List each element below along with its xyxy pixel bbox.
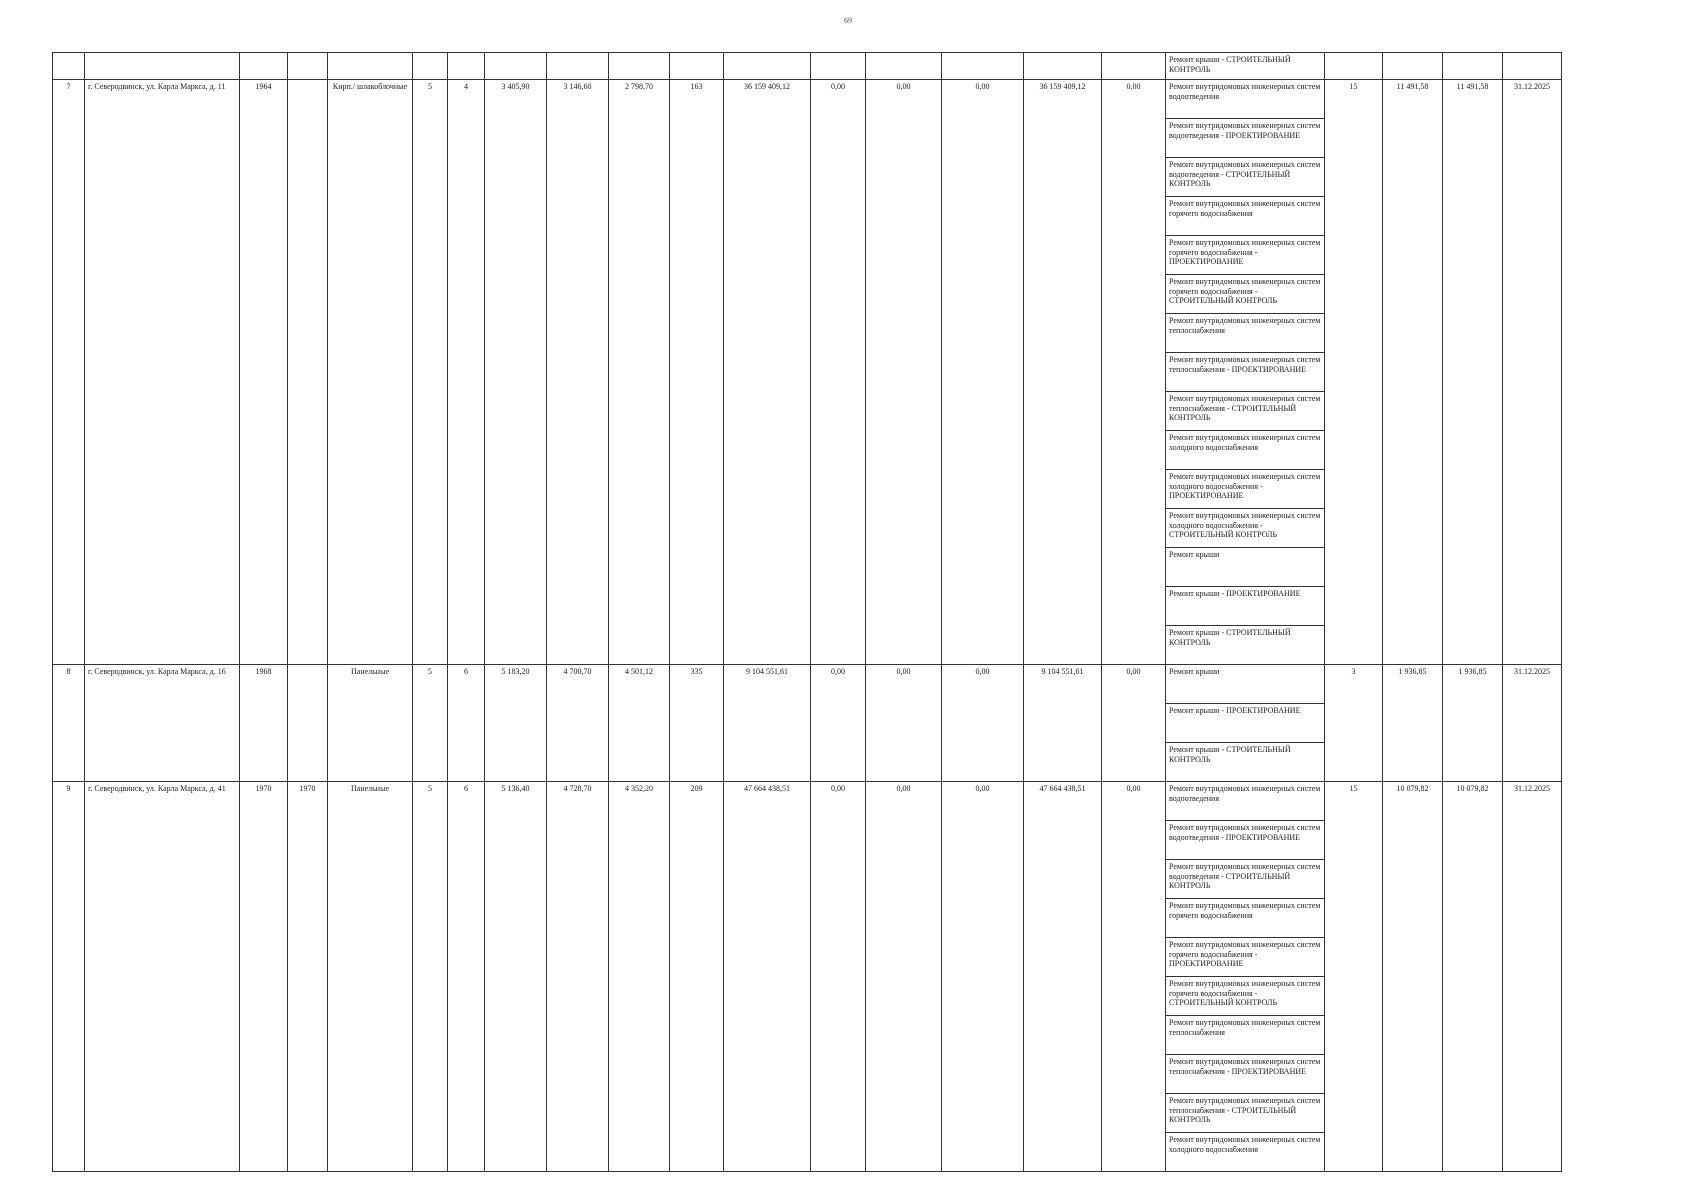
cell-fund-regional: 0,00	[866, 782, 942, 1172]
empty-cell	[1383, 53, 1443, 80]
cell-deadline: 31.12.2025	[1503, 782, 1562, 1172]
work-type-cell: Ремонт внутридомовых инженерных систем теплоснабжения	[1166, 1016, 1325, 1055]
cell-work-count: 15	[1325, 782, 1383, 1172]
cell-year-built: 1968	[240, 665, 288, 782]
cell-year-rebuilt: 1970	[288, 782, 328, 1172]
empty-cell	[328, 53, 413, 80]
cell-area-residential: 2 798,70	[609, 80, 670, 665]
empty-cell	[85, 53, 240, 80]
work-type-cell: Ремонт внутридомовых инженерных систем теплоснабжения - ПРОЕКТИРОВАНИЕ	[1166, 1055, 1325, 1094]
empty-cell	[1503, 53, 1562, 80]
work-type-cell: Ремонт внутридомовых инженерных систем горячего водоснабжения	[1166, 899, 1325, 938]
cell-floors: 5	[413, 665, 448, 782]
work-type-cell: Ремонт крыши - СТРОИТЕЛЬНЫЙ КОНТРОЛЬ	[1166, 626, 1325, 665]
cell-area-total: 3 405,90	[485, 80, 547, 665]
cell-work-count: 3	[1325, 665, 1383, 782]
empty-cell	[448, 53, 485, 80]
cell-deadline: 31.12.2025	[1503, 80, 1562, 665]
record-row	[53, 665, 1562, 704]
work-type-cell: Ремонт крыши - ПРОЕКТИРОВАНИЕ	[1166, 704, 1325, 743]
cell-material: Панельные	[328, 665, 413, 782]
cell-area-premises: 3 146,60	[547, 80, 609, 665]
work-type-cell: Ремонт внутридомовых инженерных систем горячего водоснабжения	[1166, 197, 1325, 236]
empty-cell	[866, 53, 942, 80]
cell-residents: 335	[670, 665, 724, 782]
work-type-cell: Ремонт внутридомовых инженерных систем водоотведения - СТРОИТЕЛЬНЫЙ КОНТРОЛЬ	[1166, 158, 1325, 197]
cell-fund-federal: 0,00	[811, 80, 866, 665]
cell-residents: 163	[670, 80, 724, 665]
cell-fund-owners: 47 664 438,51	[1024, 782, 1102, 1172]
cell-floors: 5	[413, 80, 448, 665]
cell-unit-cost: 11 491,58	[1383, 80, 1443, 665]
cell-no: 7	[53, 80, 85, 665]
cell-no: 8	[53, 665, 85, 782]
cell-area-total: 5 183,20	[485, 665, 547, 782]
cell-address: г. Северодвинск, ул. Карла Маркса, д. 11	[85, 80, 240, 665]
work-type-cell: Ремонт внутридомовых инженерных систем холодного водоснабжения	[1166, 431, 1325, 470]
empty-cell	[53, 53, 85, 80]
work-type-cell: Ремонт внутридомовых инженерных систем водоотведения - ПРОЕКТИРОВАНИЕ	[1166, 821, 1325, 860]
cell-unit-cost: 1 936,85	[1383, 665, 1443, 782]
cell-max-unit-cost: 10 079,82	[1443, 782, 1503, 1172]
work-type-cell: Ремонт внутридомовых инженерных систем теплоснабжения	[1166, 314, 1325, 353]
cell-area-residential: 4 501,12	[609, 665, 670, 782]
empty-cell	[288, 53, 328, 80]
empty-cell	[1443, 53, 1503, 80]
work-type-cell: Ремонт крыши - СТРОИТЕЛЬНЫЙ КОНТРОЛЬ	[1166, 53, 1325, 80]
empty-cell	[609, 53, 670, 80]
cell-max-unit-cost: 11 491,58	[1443, 80, 1503, 665]
cell-year-built: 1964	[240, 80, 288, 665]
cell-fund-federal: 0,00	[811, 782, 866, 1172]
work-type-cell: Ремонт внутридомовых инженерных систем теплоснабжения - СТРОИТЕЛЬНЫЙ КОНТРОЛЬ	[1166, 392, 1325, 431]
cell-address: г. Северодвинск, ул. Карла Маркса, д. 41	[85, 782, 240, 1172]
cell-address: г. Северодвинск, ул. Карла Маркса, д. 16	[85, 665, 240, 782]
cell-fund-owners: 36 159 409,12	[1024, 80, 1102, 665]
empty-cell	[413, 53, 448, 80]
work-type-cell: Ремонт внутридомовых инженерных систем водоотведения - СТРОИТЕЛЬНЫЙ КОНТРОЛЬ	[1166, 860, 1325, 899]
work-type-cell: Ремонт внутридомовых инженерных систем холодного водоснабжения - ПРОЕКТИРОВАНИЕ	[1166, 470, 1325, 509]
work-type-cell: Ремонт внутридомовых инженерных систем холодного водоснабжения	[1166, 1133, 1325, 1172]
cell-year-rebuilt	[288, 80, 328, 665]
work-type-cell: Ремонт внутридомовых инженерных систем водоотведения - ПРОЕКТИРОВАНИЕ	[1166, 119, 1325, 158]
cell-cost-total: 47 664 438,51	[724, 782, 811, 1172]
empty-cell	[1024, 53, 1102, 80]
cell-area-premises: 4 728,70	[547, 782, 609, 1172]
empty-cell	[485, 53, 547, 80]
work-type-cell: Ремонт внутридомовых инженерных систем холодного водоснабжения - СТРОИТЕЛЬНЫЙ КОНТРОЛЬ	[1166, 509, 1325, 548]
cell-work-count: 15	[1325, 80, 1383, 665]
cell-entrances: 6	[448, 665, 485, 782]
work-type-cell: Ремонт внутридомовых инженерных систем водоотведения	[1166, 80, 1325, 119]
cell-max-unit-cost: 1 936,85	[1443, 665, 1503, 782]
work-type-cell: Ремонт крыши	[1166, 665, 1325, 704]
repair-register-table	[52, 52, 1562, 1172]
work-type-cell: Ремонт крыши - ПРОЕКТИРОВАНИЕ	[1166, 587, 1325, 626]
page-number: 69	[844, 16, 852, 25]
empty-cell	[1325, 53, 1383, 80]
record-row	[53, 80, 1562, 119]
work-type-cell: Ремонт внутридомовых инженерных систем теплоснабжения - СТРОИТЕЛЬНЫЙ КОНТРОЛЬ	[1166, 1094, 1325, 1133]
empty-cell	[240, 53, 288, 80]
cell-cost-total: 9 104 551,61	[724, 665, 811, 782]
cell-year-built: 1970	[240, 782, 288, 1172]
cell-material: Панельные	[328, 782, 413, 1172]
cell-fund-local: 0,00	[942, 80, 1024, 665]
cell-unit-cost: 10 079,82	[1383, 782, 1443, 1172]
empty-cell	[724, 53, 811, 80]
work-type-cell: Ремонт внутридомовых инженерных систем теплоснабжения - ПРОЕКТИРОВАНИЕ	[1166, 353, 1325, 392]
cell-deadline: 31.12.2025	[1503, 665, 1562, 782]
work-type-cell: Ремонт крыши - СТРОИТЕЛЬНЫЙ КОНТРОЛЬ	[1166, 743, 1325, 782]
work-type-cell: Ремонт крыши	[1166, 548, 1325, 587]
cell-area-residential: 4 352,20	[609, 782, 670, 1172]
empty-cell	[670, 53, 724, 80]
work-type-cell: Ремонт внутридомовых инженерных систем горячего водоснабжения - СТРОИТЕЛЬНЫЙ КОНТРОЛЬ	[1166, 275, 1325, 314]
cell-entrances: 6	[448, 782, 485, 1172]
cell-fund-regional: 0,00	[866, 80, 942, 665]
table-row	[53, 53, 1562, 80]
cell-fund-other: 0,00	[1102, 782, 1166, 1172]
cell-floors: 5	[413, 782, 448, 1172]
cell-material: Кирп./ шлакоблочные	[328, 80, 413, 665]
cell-area-total: 5 136,40	[485, 782, 547, 1172]
cell-fund-regional: 0,00	[866, 665, 942, 782]
cell-cost-total: 36 159 409,12	[724, 80, 811, 665]
cell-no: 9	[53, 782, 85, 1172]
empty-cell	[1102, 53, 1166, 80]
empty-cell	[942, 53, 1024, 80]
record-row	[53, 782, 1562, 821]
cell-residents: 209	[670, 782, 724, 1172]
cell-year-rebuilt	[288, 665, 328, 782]
work-type-cell: Ремонт внутридомовых инженерных систем горячего водоснабжения - ПРОЕКТИРОВАНИЕ	[1166, 236, 1325, 275]
cell-area-premises: 4 700,70	[547, 665, 609, 782]
empty-cell	[811, 53, 866, 80]
cell-fund-other: 0,00	[1102, 665, 1166, 782]
empty-cell	[547, 53, 609, 80]
cell-fund-federal: 0,00	[811, 665, 866, 782]
cell-entrances: 4	[448, 80, 485, 665]
cell-fund-local: 0,00	[942, 665, 1024, 782]
cell-fund-local: 0,00	[942, 782, 1024, 1172]
work-type-cell: Ремонт внутридомовых инженерных систем горячего водоснабжения - ПРОЕКТИРОВАНИЕ	[1166, 938, 1325, 977]
cell-fund-other: 0,00	[1102, 80, 1166, 665]
cell-fund-owners: 9 104 551,61	[1024, 665, 1102, 782]
work-type-cell: Ремонт внутридомовых инженерных систем водоотведения	[1166, 782, 1325, 821]
work-type-cell: Ремонт внутридомовых инженерных систем горячего водоснабжения - СТРОИТЕЛЬНЫЙ КОНТРОЛЬ	[1166, 977, 1325, 1016]
